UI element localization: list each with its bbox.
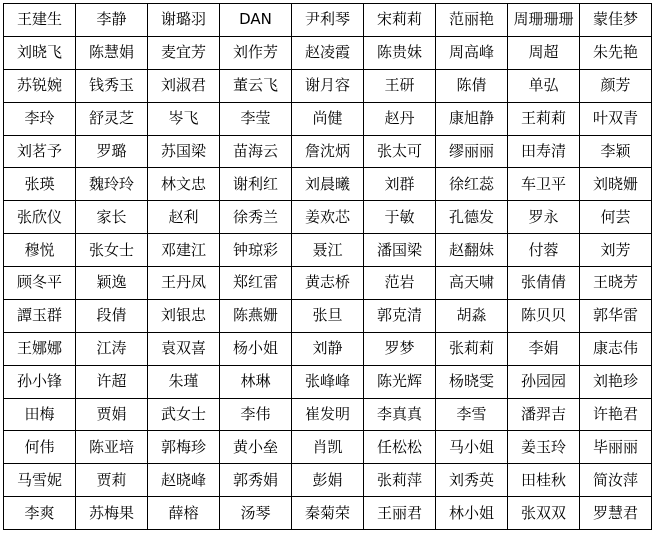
table-row [4, 497, 652, 530]
name-cell: 张峰峰 [292, 365, 364, 398]
name-cell: 刘群 [364, 168, 436, 201]
name-cell: 赵翻妹 [436, 234, 508, 267]
name-cell: 赵丹 [364, 102, 436, 135]
name-cell: 陈倩 [436, 69, 508, 102]
name-table [3, 3, 652, 530]
name-cell: 郑红雷 [220, 267, 292, 300]
name-cell: 张双双 [508, 497, 580, 530]
table-row [4, 201, 652, 234]
name-cell: 缪丽丽 [436, 135, 508, 168]
name-cell: 刘晓姗 [580, 168, 652, 201]
name-cell: 孔德发 [436, 201, 508, 234]
name-cell: 李爽 [4, 497, 76, 530]
name-cell: 李伟 [220, 398, 292, 431]
name-cell: 刘作芳 [220, 36, 292, 69]
name-cell: 林琳 [220, 365, 292, 398]
table-row [4, 398, 652, 431]
name-cell: 尚健 [292, 102, 364, 135]
name-cell: 高天啸 [436, 267, 508, 300]
name-cell: 舒灵芝 [76, 102, 148, 135]
name-cell: DAN [220, 4, 292, 37]
name-cell: 陈燕姗 [220, 299, 292, 332]
name-cell: 姜欢芯 [292, 201, 364, 234]
name-cell: 武女士 [148, 398, 220, 431]
name-cell: 汤琴 [220, 497, 292, 530]
name-cell: 周珊珊珊 [508, 4, 580, 37]
name-cell: 李莹 [220, 102, 292, 135]
table-row [4, 267, 652, 300]
name-cell: 赵利 [148, 201, 220, 234]
table-row [4, 69, 652, 102]
name-cell: 刘茗予 [4, 135, 76, 168]
name-cell: 张瑛 [4, 168, 76, 201]
name-cell: 刘艳珍 [580, 365, 652, 398]
name-cell: 罗慧君 [580, 497, 652, 530]
name-cell: 杨晓雯 [436, 365, 508, 398]
name-cell: 郭秀娟 [220, 464, 292, 497]
name-cell: 张旦 [292, 299, 364, 332]
name-cell: 顾冬平 [4, 267, 76, 300]
name-cell: 赵凌霞 [292, 36, 364, 69]
name-cell: 尹利琴 [292, 4, 364, 37]
name-cell: 聂江 [292, 234, 364, 267]
name-cell: 刘银忠 [148, 299, 220, 332]
name-cell: 何伟 [4, 431, 76, 464]
name-cell: 苏国梁 [148, 135, 220, 168]
name-cell: 毕丽丽 [580, 431, 652, 464]
name-cell: 赵晓峰 [148, 464, 220, 497]
name-cell: 康旭静 [436, 102, 508, 135]
name-cell: 徐秀兰 [220, 201, 292, 234]
name-cell: 段倩 [76, 299, 148, 332]
name-cell: 张女士 [76, 234, 148, 267]
name-cell: 王丹凤 [148, 267, 220, 300]
name-cell: 林文忠 [148, 168, 220, 201]
name-cell: 孙小锋 [4, 365, 76, 398]
name-cell: 潘国梁 [364, 234, 436, 267]
name-cell: 张莉萍 [364, 464, 436, 497]
name-cell: 朱瑾 [148, 365, 220, 398]
name-cell: 苏梅果 [76, 497, 148, 530]
name-cell: 田梅 [4, 398, 76, 431]
name-cell: 黄志桥 [292, 267, 364, 300]
name-cell: 陈贵妹 [364, 36, 436, 69]
name-cell: 家长 [76, 201, 148, 234]
table-row [4, 332, 652, 365]
name-cell: 王娜娜 [4, 332, 76, 365]
name-cell: 谢璐羽 [148, 4, 220, 37]
name-cell: 于敏 [364, 201, 436, 234]
name-cell: 李真真 [364, 398, 436, 431]
name-cell: 车卫平 [508, 168, 580, 201]
table-row [4, 168, 652, 201]
name-cell: 杨小姐 [220, 332, 292, 365]
name-table-body [4, 4, 652, 530]
name-cell: 陈亚培 [76, 431, 148, 464]
name-cell: 岑飞 [148, 102, 220, 135]
name-cell: 张倩倩 [508, 267, 580, 300]
name-cell: 苗海云 [220, 135, 292, 168]
name-cell: 付蓉 [508, 234, 580, 267]
name-cell: 张莉莉 [436, 332, 508, 365]
name-cell: 秦菊荣 [292, 497, 364, 530]
name-cell: 张太可 [364, 135, 436, 168]
name-cell: 罗永 [508, 201, 580, 234]
table-row [4, 234, 652, 267]
name-cell: 王建生 [4, 4, 76, 37]
name-cell: 范岩 [364, 267, 436, 300]
name-cell: 叶双青 [580, 102, 652, 135]
name-cell: 姜玉玲 [508, 431, 580, 464]
name-cell: 刘静 [292, 332, 364, 365]
name-cell: 颜芳 [580, 69, 652, 102]
name-cell: 王晓芳 [580, 267, 652, 300]
table-row [4, 365, 652, 398]
name-cell: 薛榕 [148, 497, 220, 530]
name-cell: 李玲 [4, 102, 76, 135]
name-cell: 谢利红 [220, 168, 292, 201]
name-cell: 徐红蕊 [436, 168, 508, 201]
name-cell: 范丽艳 [436, 4, 508, 37]
name-cell: 罗梦 [364, 332, 436, 365]
name-cell: 马雪妮 [4, 464, 76, 497]
name-cell: 李静 [76, 4, 148, 37]
table-row [4, 102, 652, 135]
name-cell: 崔发明 [292, 398, 364, 431]
name-cell: 钱秀玉 [76, 69, 148, 102]
name-cell: 郭梅珍 [148, 431, 220, 464]
name-cell: 袁双喜 [148, 332, 220, 365]
name-cell: 胡淼 [436, 299, 508, 332]
name-cell: 刘晓飞 [4, 36, 76, 69]
name-cell: 蒙佳梦 [580, 4, 652, 37]
name-cell: 魏玲玲 [76, 168, 148, 201]
name-cell: 田桂秋 [508, 464, 580, 497]
name-cell: 宋莉莉 [364, 4, 436, 37]
name-cell: 许艳君 [580, 398, 652, 431]
name-cell: 麦宜芳 [148, 36, 220, 69]
name-cell: 康志伟 [580, 332, 652, 365]
name-cell: 陈光辉 [364, 365, 436, 398]
name-cell: 马小姐 [436, 431, 508, 464]
table-row [4, 464, 652, 497]
name-cell: 钟琼彩 [220, 234, 292, 267]
name-cell: 苏锐婉 [4, 69, 76, 102]
name-cell: 刘淑君 [148, 69, 220, 102]
name-cell: 田寿清 [508, 135, 580, 168]
name-cell: 朱先艳 [580, 36, 652, 69]
name-cell: 穆悦 [4, 234, 76, 267]
name-cell: 孙园园 [508, 365, 580, 398]
name-cell: 单弘 [508, 69, 580, 102]
name-cell: 张欣仪 [4, 201, 76, 234]
name-cell: 李娟 [508, 332, 580, 365]
table-row [4, 299, 652, 332]
name-cell: 周超 [508, 36, 580, 69]
name-cell: 王莉莉 [508, 102, 580, 135]
name-cell: 刘秀英 [436, 464, 508, 497]
name-cell: 郭华雷 [580, 299, 652, 332]
name-cell: 周高峰 [436, 36, 508, 69]
table-row [4, 4, 652, 37]
name-cell: 邓建江 [148, 234, 220, 267]
name-cell: 许超 [76, 365, 148, 398]
name-cell: 谢月容 [292, 69, 364, 102]
table-row [4, 36, 652, 69]
name-cell: 陈慧娟 [76, 36, 148, 69]
name-cell: 黄小垒 [220, 431, 292, 464]
table-row [4, 135, 652, 168]
name-cell: 譚玉群 [4, 299, 76, 332]
name-cell: 刘晨曦 [292, 168, 364, 201]
name-cell: 何芸 [580, 201, 652, 234]
name-cell: 潘羿吉 [508, 398, 580, 431]
name-cell: 詹沈炳 [292, 135, 364, 168]
name-cell: 王研 [364, 69, 436, 102]
name-cell: 肖凯 [292, 431, 364, 464]
name-cell: 罗璐 [76, 135, 148, 168]
name-cell: 彭娟 [292, 464, 364, 497]
name-cell: 简汝萍 [580, 464, 652, 497]
name-cell: 刘芳 [580, 234, 652, 267]
name-cell: 王丽君 [364, 497, 436, 530]
name-cell: 李雪 [436, 398, 508, 431]
name-cell: 李颖 [580, 135, 652, 168]
name-cell: 陈贝贝 [508, 299, 580, 332]
name-grid-container [3, 3, 651, 530]
name-cell: 贾娟 [76, 398, 148, 431]
name-cell: 江涛 [76, 332, 148, 365]
name-cell: 郭克清 [364, 299, 436, 332]
name-cell: 贾莉 [76, 464, 148, 497]
table-row [4, 431, 652, 464]
name-cell: 董云飞 [220, 69, 292, 102]
name-cell: 任松松 [364, 431, 436, 464]
name-cell: 颖逸 [76, 267, 148, 300]
name-cell: 林小姐 [436, 497, 508, 530]
